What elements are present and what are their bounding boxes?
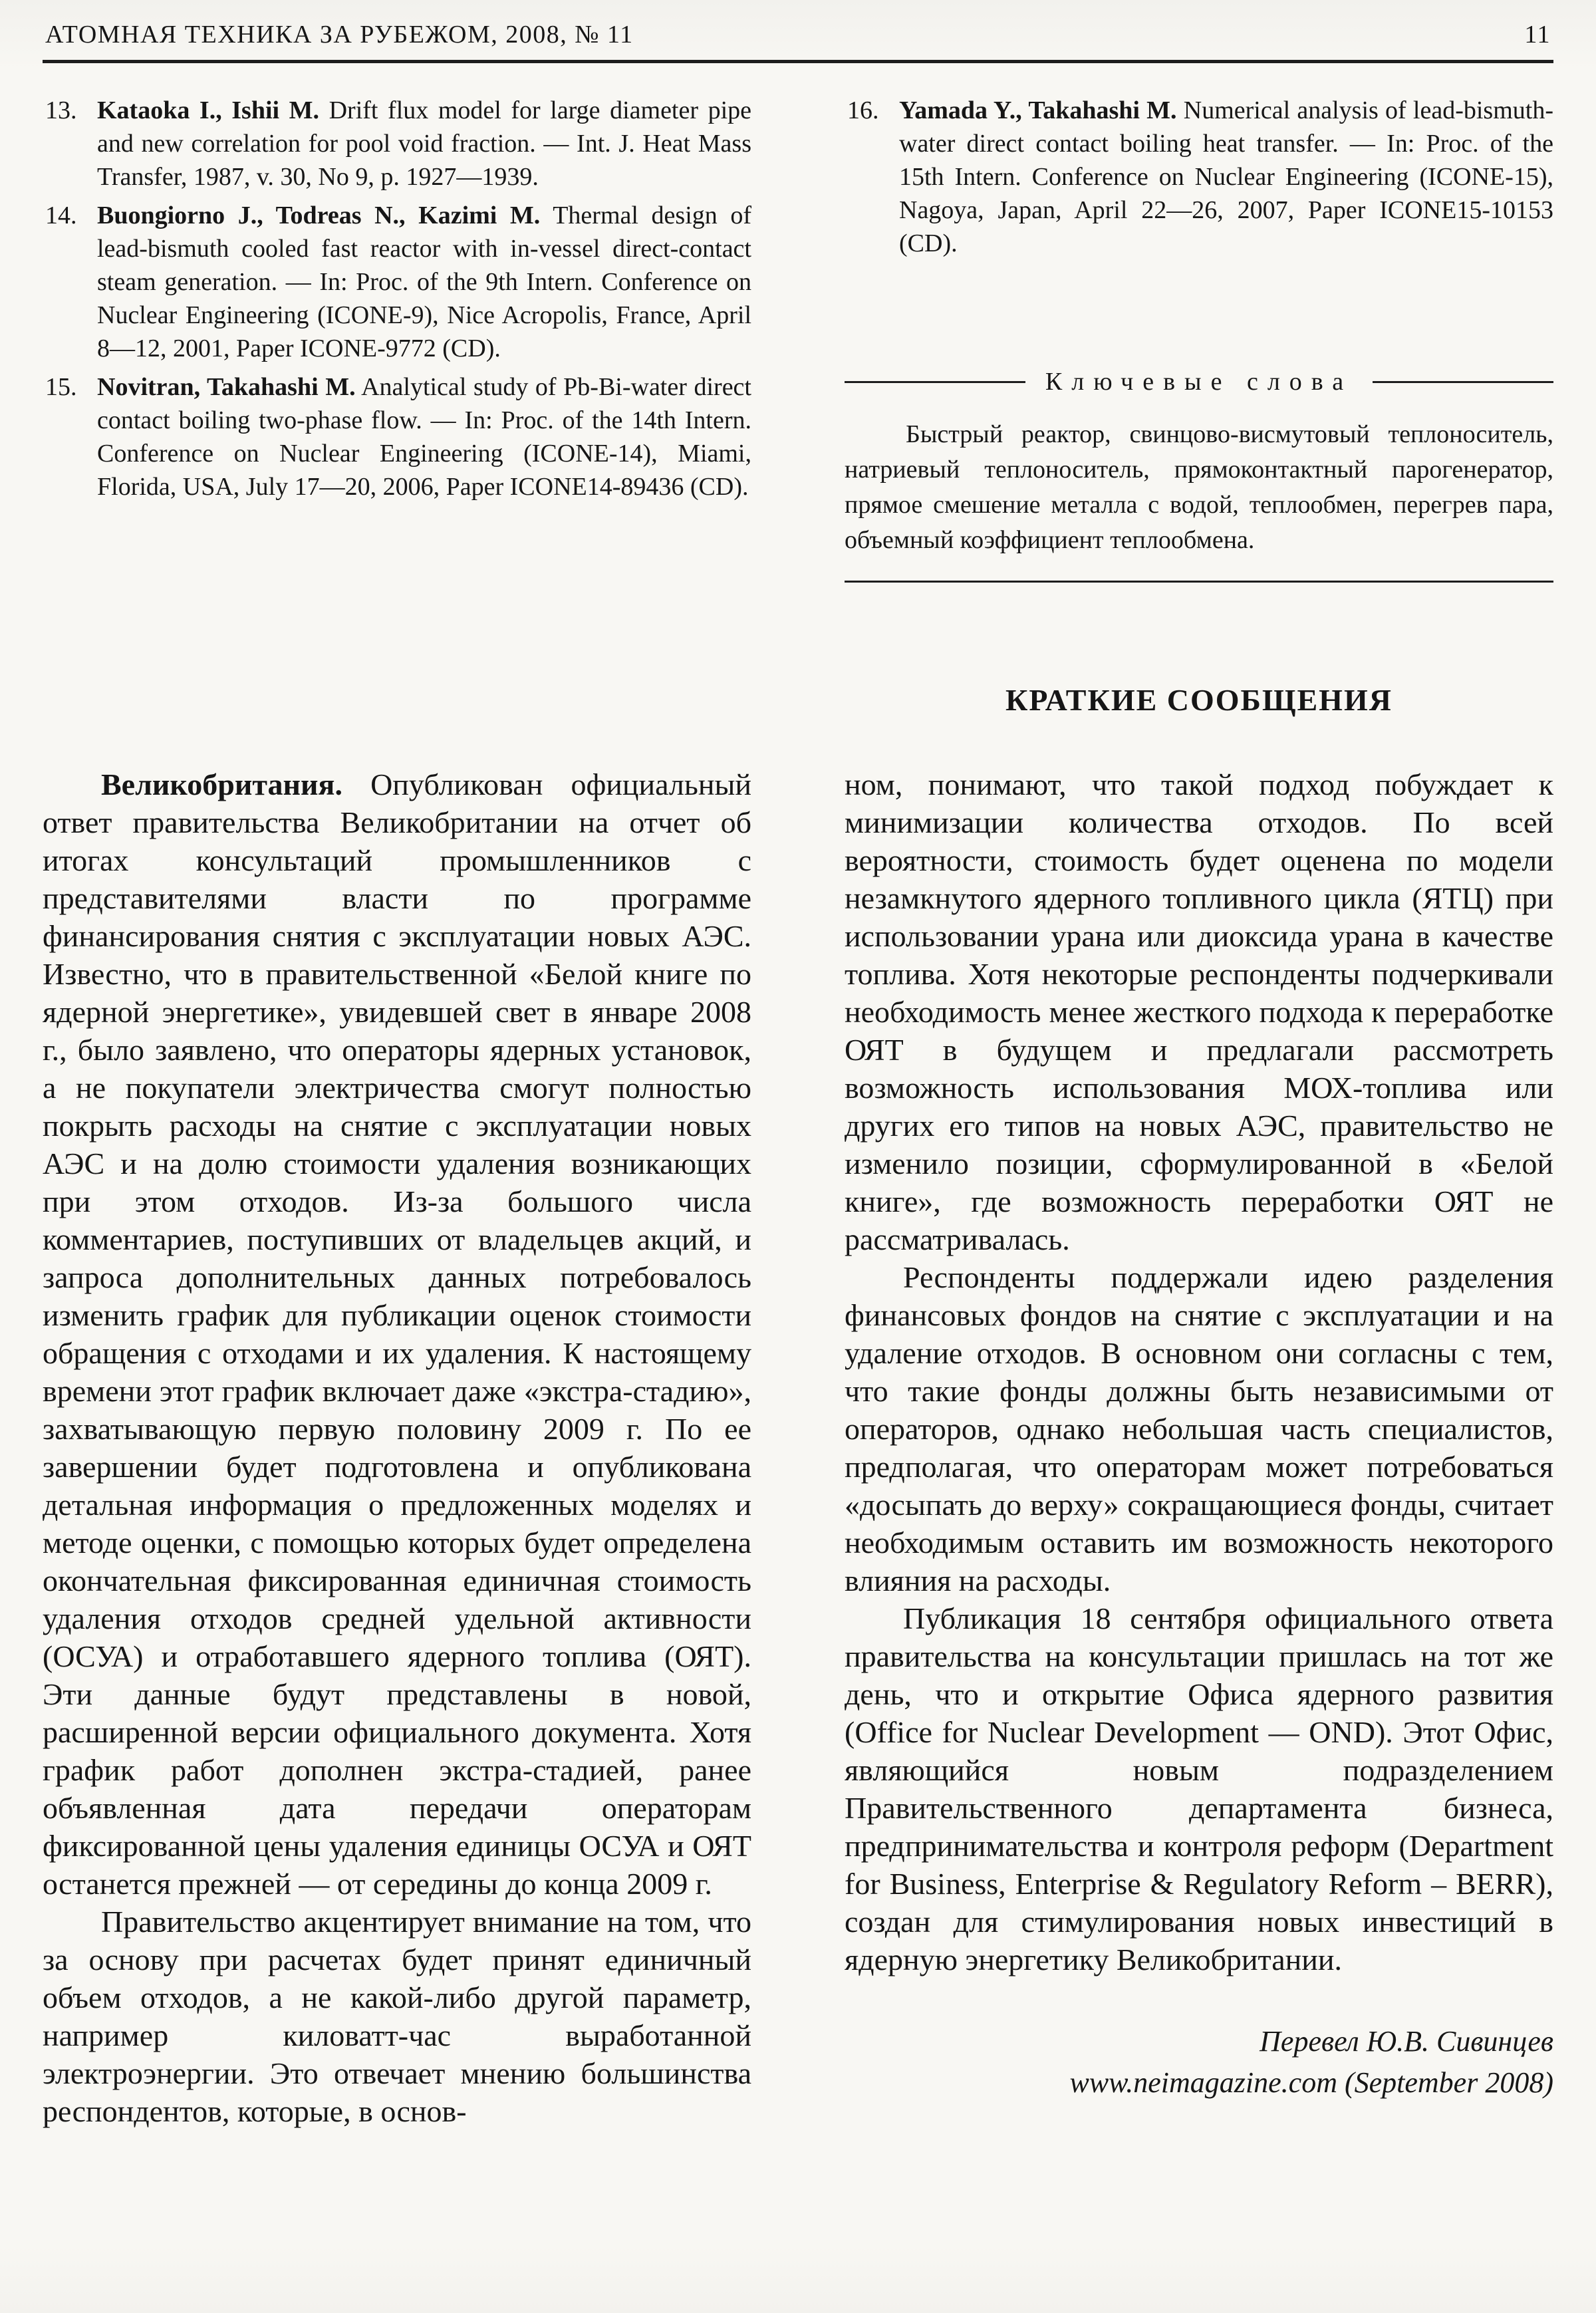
article-paragraph-text: Правительство акцентирует внимание на том, что за основу при расчетах будет принят единичный объем отходов, а не какой-либо другой параметр, например киловатт-час выработанной электроэнергии. Это отвечает мнению большинства респондентов, которые, в основ-	[43, 1905, 751, 2128]
reference-authors: Yamada Y., Takahashi M.	[899, 96, 1177, 124]
reference-item	[845, 94, 1553, 260]
keywords-title: Ключевые слова	[1045, 368, 1353, 396]
reference-number: 14.	[45, 202, 77, 229]
references-left-column	[43, 94, 751, 583]
reference-text: Thermal design of lead-bismuth cooled fast reactor with in-vessel direct-contact steam generation. — In: Proc. of the 9th Intern. Conference on Nuclear Engineering (ICONE-9), Nice Acropolis, France, April 8—12, 2001, Paper ICONE-9772 (CD).	[97, 202, 751, 362]
article-right-column	[845, 765, 1553, 2130]
reference-authors: Novitran, Takahashi M.	[97, 373, 356, 401]
reference-text: Analytical study of Pb-Bi-water direct contact boiling two-phase flow. — In: Proc. of the 14th Intern. Conference on Nuclear Engineering (ICONE-14), Miami, Florida, USA, July 17—20, 2006, Paper ICONE14-89436 (CD).	[97, 373, 751, 501]
keywords-rule-left	[845, 381, 1025, 383]
references-right-column	[845, 94, 1553, 583]
article-paragraph-text: Опубликован официальный ответ правительства Великобритании на отчет об итогах консультаций промышленников с представителями власти по программе финансирования снятия с эксплуатации новых АЭС. Известно, что в правительственной «Белой книге по ядерной энергетике», увидевшей свет в январе 2008 г., было заявлено, что операторы ядерных установок, а не покупатели электричества смогут полностью покрыть расходы на снятие с эксплуатации новых АЭС и на долю стоимости удаления возникающих при этом отходов. Из-за большого числа комментариев, поступивших от владельцев акций, и запроса дополнительных данных потребовалось изменить график для публикации оценок стоимости обращения с отходами и их удаления. К настоящему времени этот график включает даже «экстра-стадию», захватывающую первую половину 2009 г. По ее завершении будет подготовлена и опубликована детальная информация о предложенных моделях и методе оценки, с помощью которых будет определена окончательная фиксированная единичная стоимость удаления отходов средней удельной активности (ОСУА) и отработавшего ядерного топлива (ОЯТ). Эти данные будут представлены в новой, расширенной версии официального документа. Хотя график работ дополнен экстра-стадией, ранее объявленная дата передачи операторам фиксированной цены удаления единицы ОСУА и ОЯТ останется прежней — от середины до конца 2009 г.	[43, 767, 751, 1901]
reference-item	[43, 94, 751, 194]
translator-credit: Перевел Ю.В. Сивинцев	[1260, 2025, 1553, 2058]
reference-item	[43, 199, 751, 365]
article-paragraph	[43, 1903, 751, 2130]
keywords-bottom-rule	[845, 581, 1553, 583]
article-signature	[845, 2021, 1553, 2104]
article-paragraph	[43, 765, 751, 1903]
reference-authors: Buongiorno J., Todreas N., Kazimi M.	[97, 202, 541, 229]
reference-number: 16.	[847, 96, 879, 124]
keywords-text: Быстрый реактор, свинцово-висмутовый теплоноситель, натриевый теплоноситель, прямоконтактный парогенератор, прямое смешение металла с водой, теплообмен, перегрев пара, объемный коэффициент теплообмена.	[845, 420, 1553, 554]
reference-authors: Kataoka I., Ishii M.	[97, 96, 320, 124]
section-title: КРАТКИЕ СООБЩЕНИЯ	[1005, 683, 1393, 717]
reference-item	[43, 370, 751, 503]
page-number: 11	[1524, 21, 1551, 49]
reference-number: 13.	[45, 96, 77, 124]
article-paragraph-text: ном, понимают, что такой подход побуждает к минимизации количества отходов. По всей вероятности, стоимость будет оценена по модели незамкнутого ядерного топливного цикла (ЯТЦ) при использовании урана или диоксида урана в качестве топлива. Хотя некоторые респонденты подчеркивали необходимость менее жесткого подхода к переработке ОЯТ в будущем и предлагали рассмотреть возможность использования МОХ-топлива или других его типов на новых АЭС, правительство не изменило позиции, сформулированной в «Белой книге», где возможность переработки ОЯТ не рассматривалась.	[845, 767, 1553, 1256]
article-paragraph	[845, 1258, 1553, 1599]
reference-number: 15.	[45, 373, 77, 401]
keywords-header	[845, 365, 1553, 398]
source-credit: www.neimagazine.com (September 2008)	[1069, 2066, 1553, 2099]
article-lead: Великобритания.	[101, 767, 342, 801]
two-column-layout	[43, 94, 1553, 2130]
article-paragraph	[845, 765, 1553, 1258]
keywords-rule-right	[1373, 381, 1553, 383]
article-paragraph-text: Респонденты поддержали идею разделения финансовых фондов на снятие с эксплуатации и на удаление отходов. В основном они согласны с тем, что такие фонды должны быть независимыми от операторов, однако небольшая часть специалистов, предполагая, что операторам может потребоваться «досыпать до верху» сокращающиеся фонды, считает необходимым оставить им возможность некоторого влияния на расходы.	[845, 1260, 1553, 1597]
reference-text: Drift flux model for large diameter pipe and new correlation for pool void fraction. — Int. J. Heat Mass Transfer, 1987, v. 30, No 9, p. 1927—1939.	[97, 96, 752, 191]
article-left-column	[43, 765, 751, 2130]
keywords-block	[845, 365, 1553, 583]
reference-text: Numerical analysis of lead-bismuth-water direct contact boiling heat transfer. — In: Proc. of the 15th Intern. Conference on Nuclear Engineering (ICONE-15), Nagoya, Japan, April 22—26, 2007, Paper ICONE15-10153 (CD).	[899, 96, 1553, 257]
article-paragraph	[845, 1599, 1553, 1978]
article-paragraph-text: Публикация 18 сентября официального ответа правительства на консультации пришлась на тот же день, что и открытие Офиса ядерного развития (Office for Nuclear Development — OND). Этот Офис, являющийся новым подразделением Правительственного департамента бизнеса, предпринимательства и контроля реформ (Department for Business, Enterprise & Regulatory Reform – BERR), создан для стимулирования новых инвестиций в ядерную энергетику Великобритании.	[845, 1601, 1553, 1976]
journal-title: АТОМНАЯ ТЕХНИКА ЗА РУБЕЖОМ, 2008, № 11	[45, 21, 634, 49]
header-rule	[43, 60, 1553, 63]
running-header	[43, 20, 1553, 49]
